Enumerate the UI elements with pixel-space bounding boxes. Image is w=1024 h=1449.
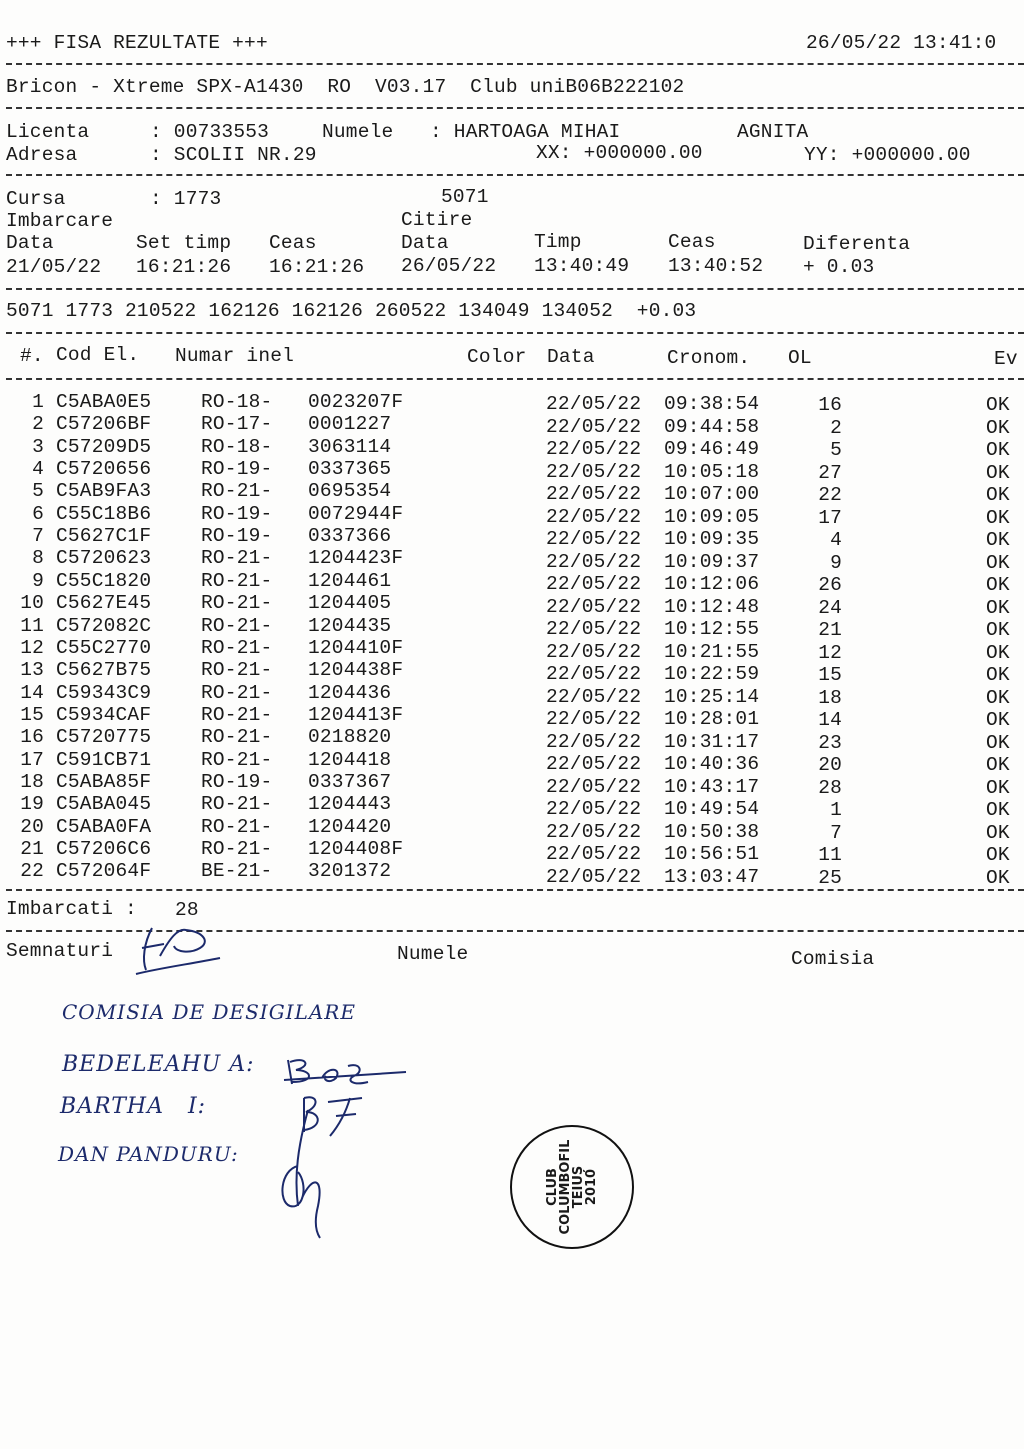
- row-time: 10:49:54: [664, 798, 760, 820]
- divider: [6, 174, 1024, 176]
- device-line: Bricon - Xtreme SPX-A1430 RO V03.17 Club uniB06B222102: [6, 76, 685, 98]
- document-title: +++ FISA REZULTATE +++: [6, 32, 268, 54]
- th-data: Data: [547, 346, 595, 368]
- row-ol: 15: [818, 664, 842, 686]
- row-ring-number: 1204405: [308, 592, 392, 615]
- row-ring-prefix: RO-19-: [201, 502, 273, 525]
- row-ol: 11: [818, 844, 842, 866]
- row-ev: OK: [986, 731, 1010, 754]
- row-ol: 22: [818, 484, 842, 506]
- th-ev: Ev: [994, 348, 1018, 370]
- row-number: 17: [20, 748, 44, 771]
- val-diferenta: + 0.03: [803, 256, 875, 278]
- row-ol: 14: [818, 709, 842, 731]
- row-date: 22/05/22: [546, 708, 642, 730]
- cursa-code: 5071: [441, 186, 489, 208]
- club-stamp: [510, 1125, 634, 1249]
- print-datetime: 26/05/22 13:41:0: [806, 32, 997, 54]
- row-ring-prefix: RO-21-: [201, 614, 273, 637]
- row-number: 2: [32, 413, 44, 436]
- member-3-signature: [268, 1106, 338, 1242]
- row-ol: 20: [818, 754, 842, 776]
- row-ring-prefix: RO-21-: [201, 547, 273, 570]
- row-number: 20: [20, 815, 44, 838]
- row-number: 8: [32, 547, 44, 570]
- val-timp: 13:40:49: [534, 255, 630, 277]
- row-code: C55C1820: [56, 569, 152, 592]
- row-date: 22/05/22: [546, 730, 642, 753]
- row-ring-prefix: RO-21-: [201, 636, 273, 659]
- row-time: 10:28:01: [664, 708, 760, 730]
- col-diferenta: Diferenta: [803, 233, 911, 255]
- row-number: 9: [32, 569, 44, 592]
- row-date: 22/05/22: [546, 550, 642, 573]
- row-time: 10:40:36: [664, 753, 760, 775]
- divider: [6, 889, 1024, 891]
- row-ring-number: 1204413F: [308, 703, 404, 726]
- row-ol: 17: [818, 506, 842, 529]
- divider: [6, 378, 1024, 380]
- row-ev: OK: [986, 506, 1010, 529]
- row-time: 10:09:37: [664, 550, 760, 573]
- row-time: 09:46:49: [664, 438, 760, 460]
- row-ring-number: 0337365: [308, 458, 392, 481]
- row-ol: 9: [830, 551, 842, 574]
- numele-value: : HARTOAGA MIHAI: [430, 121, 621, 143]
- row-ev: OK: [986, 439, 1010, 461]
- row-date: 22/05/22: [546, 393, 642, 415]
- th-cod: Cod El.: [56, 344, 140, 366]
- row-ol: 5: [830, 439, 842, 461]
- stamp-line-3: TEIUȘ: [571, 1165, 586, 1209]
- row-ring-prefix: RO-18-: [201, 391, 273, 413]
- row-ev: OK: [986, 709, 1010, 731]
- row-ring-number: 1204461: [308, 569, 392, 592]
- stamp-line-4: 2010: [584, 1168, 599, 1206]
- divider: [6, 63, 1024, 65]
- col-ceas2: Ceas: [668, 231, 716, 253]
- row-ol: 21: [818, 619, 842, 641]
- row-ring-number: 1204438F: [308, 659, 404, 682]
- numele-label: Numele: [322, 121, 394, 143]
- row-code: C572064F: [56, 860, 152, 883]
- numele-sign-label: Numele: [397, 943, 469, 965]
- row-code: C5AB9FA3: [56, 480, 152, 503]
- row-ev: OK: [986, 416, 1010, 439]
- row-ring-number: 0218820: [308, 726, 392, 749]
- th-ol: OL: [788, 347, 812, 369]
- row-code: C5720623: [56, 547, 152, 570]
- row-ring-prefix: RO-21-: [201, 793, 273, 816]
- row-number: 16: [20, 726, 44, 749]
- row-code: C57206BF: [56, 413, 152, 436]
- row-date: 22/05/22: [546, 775, 642, 798]
- val-data2: 26/05/22: [401, 255, 497, 277]
- row-ol: 27: [818, 461, 842, 484]
- xx-coord: XX: +000000.00: [536, 142, 703, 164]
- fancier-signature: [130, 918, 230, 980]
- row-code: C572082C: [56, 614, 152, 637]
- row-code: C57209D5: [56, 435, 152, 458]
- row-code: C55C18B6: [56, 502, 152, 525]
- row-time: 10:05:18: [664, 460, 760, 483]
- imbarcati-value: 28: [175, 899, 199, 921]
- cursa-value: : 1773: [150, 188, 222, 210]
- divider: [6, 107, 1024, 109]
- row-ol: 1: [830, 799, 842, 821]
- val-data1: 21/05/22: [6, 256, 102, 278]
- imbarcare-label: Imbarcare: [6, 210, 114, 232]
- divider: [6, 332, 1024, 334]
- row-ol: 25: [818, 866, 842, 889]
- divider: [6, 288, 1024, 290]
- row-ev: OK: [986, 686, 1010, 709]
- col-timp: Timp: [534, 231, 582, 253]
- row-number: 5: [32, 480, 44, 503]
- row-time: 09:38:54: [664, 393, 760, 415]
- row-ol: 28: [818, 776, 842, 799]
- row-time: 10:25:14: [664, 685, 760, 708]
- row-ring-number: 0695354: [308, 480, 392, 503]
- row-time: 10:12:55: [664, 618, 760, 640]
- row-time: 13:03:47: [664, 865, 760, 888]
- row-number: 18: [20, 770, 44, 793]
- row-ol: 12: [818, 641, 842, 664]
- row-ev: OK: [986, 754, 1010, 776]
- commission-member-1: BEDELEAHU A:: [62, 1052, 255, 1077]
- row-ring-number: 0001227: [308, 413, 392, 436]
- row-ring-prefix: RO-19-: [201, 770, 273, 793]
- row-code: C5720656: [56, 458, 152, 481]
- row-ring-number: 0337366: [308, 525, 392, 548]
- comisia-label: Comisia: [791, 948, 875, 970]
- row-ring-number: 1204436: [308, 681, 392, 704]
- licenta-value: : 00733553: [150, 121, 270, 143]
- row-ev: OK: [986, 776, 1010, 799]
- row-ring-number: 1204435: [308, 614, 392, 637]
- row-number: 1: [32, 391, 44, 413]
- row-ring-prefix: RO-18-: [201, 435, 273, 458]
- row-date: 22/05/22: [546, 843, 642, 865]
- row-number: 11: [20, 614, 44, 637]
- row-ring-prefix: RO-21-: [201, 726, 273, 749]
- row-time: 10:07:00: [664, 483, 760, 505]
- row-ring-number: 0023207F: [308, 391, 404, 413]
- row-number: 12: [20, 636, 44, 659]
- stamp-line-2: COLUMBOFIL: [558, 1139, 573, 1235]
- row-code: C55C2770: [56, 636, 152, 659]
- commission-title: COMISIA DE DESIGILARE: [62, 1000, 356, 1024]
- citire-label: Citire: [401, 209, 473, 231]
- row-ring-prefix: RO-21-: [201, 703, 273, 726]
- row-ring-prefix: RO-21-: [201, 592, 273, 615]
- row-ev: OK: [986, 866, 1010, 889]
- row-date: 22/05/22: [546, 573, 642, 595]
- row-ring-prefix: RO-21-: [201, 681, 273, 704]
- row-code: C5934CAF: [56, 703, 152, 726]
- row-ring-prefix: BE-21-: [201, 860, 273, 883]
- row-ring-prefix: RO-17-: [201, 413, 273, 436]
- row-code: C591CB71: [56, 748, 152, 771]
- semnaturi-label: Semnaturi: [6, 940, 114, 962]
- row-number: 6: [32, 502, 44, 525]
- cursa-label: Cursa: [6, 188, 66, 210]
- row-number: 13: [20, 659, 44, 682]
- row-ring-number: 3063114: [308, 435, 392, 458]
- row-ev: OK: [986, 641, 1010, 664]
- row-date: 22/05/22: [546, 618, 642, 640]
- row-ring-prefix: RO-21-: [201, 480, 273, 503]
- col-settimp: Set timp: [136, 232, 232, 254]
- row-time: 10:56:51: [664, 843, 760, 865]
- row-date: 22/05/22: [546, 460, 642, 483]
- row-date: 22/05/22: [546, 685, 642, 708]
- adresa-value: : SCOLII NR.29: [150, 144, 317, 166]
- row-ev: OK: [986, 461, 1010, 484]
- row-ring-prefix: RO-21-: [201, 838, 273, 860]
- row-date: 22/05/22: [546, 865, 642, 888]
- row-code: C5627B75: [56, 659, 152, 682]
- adresa-label: Adresa: [6, 144, 78, 166]
- th-inel: Numar inel: [175, 345, 295, 367]
- row-ring-prefix: RO-21-: [201, 748, 273, 771]
- row-ol: 16: [818, 394, 842, 416]
- row-code: C57206C6: [56, 838, 152, 860]
- th-color: Color: [467, 346, 527, 368]
- row-time: 10:50:38: [664, 820, 760, 843]
- row-ol: 24: [818, 596, 842, 619]
- row-ring-prefix: RO-21-: [201, 659, 273, 682]
- row-number: 21: [20, 838, 44, 860]
- row-number: 19: [20, 793, 44, 816]
- row-ring-number: 1204418: [308, 748, 392, 771]
- imbarcati-label: Imbarcati :: [6, 898, 137, 920]
- row-date: 22/05/22: [546, 798, 642, 820]
- col-data1: Data: [6, 232, 54, 254]
- row-ol: 26: [818, 574, 842, 596]
- row-ring-prefix: RO-19-: [201, 525, 273, 548]
- col-ceas1: Ceas: [269, 232, 317, 254]
- col-data2: Data: [401, 232, 449, 254]
- row-code: C5ABA85F: [56, 770, 152, 793]
- row-time: 10:12:06: [664, 573, 760, 595]
- row-ol: 7: [830, 821, 842, 844]
- row-time: 10:12:48: [664, 595, 760, 618]
- licenta-label: Licenta: [6, 121, 90, 143]
- commission-member-3: DAN PANDURU:: [58, 1142, 239, 1166]
- row-ring-number: 1204420: [308, 815, 392, 838]
- val-ceas2: 13:40:52: [668, 255, 764, 277]
- row-date: 22/05/22: [546, 505, 642, 528]
- th-nr: #.: [20, 345, 44, 367]
- val-settimp: 16:21:26: [136, 256, 232, 278]
- row-ev: OK: [986, 484, 1010, 506]
- row-ev: OK: [986, 664, 1010, 686]
- row-number: 4: [32, 458, 44, 481]
- row-ring-prefix: RO-21-: [201, 815, 273, 838]
- row-time: 10:43:17: [664, 775, 760, 798]
- row-code: C5ABA045: [56, 793, 152, 816]
- row-ev: OK: [986, 799, 1010, 821]
- row-date: 22/05/22: [546, 415, 642, 438]
- row-ring-number: 1204410F: [308, 636, 404, 659]
- row-ol: 23: [818, 731, 842, 754]
- row-number: 22: [20, 860, 44, 883]
- row-time: 10:09:05: [664, 505, 760, 528]
- member-1-signature: [282, 1050, 412, 1090]
- commission-member-2: BARTHA I:: [60, 1094, 207, 1119]
- row-number: 7: [32, 525, 44, 548]
- row-ol: 4: [830, 529, 842, 551]
- row-ring-prefix: RO-19-: [201, 458, 273, 481]
- row-ev: OK: [986, 844, 1010, 866]
- row-ev: OK: [986, 596, 1010, 619]
- row-code: C5627E45: [56, 592, 152, 615]
- row-date: 22/05/22: [546, 663, 642, 685]
- row-time: 10:09:35: [664, 528, 760, 550]
- row-date: 22/05/22: [546, 483, 642, 505]
- row-time: 10:31:17: [664, 730, 760, 753]
- row-date: 22/05/22: [546, 595, 642, 618]
- row-time: 10:21:55: [664, 640, 760, 663]
- row-code: C59343C9: [56, 681, 152, 704]
- row-code: C5627C1F: [56, 525, 152, 548]
- row-ol: 18: [818, 686, 842, 709]
- row-date: 22/05/22: [546, 820, 642, 843]
- row-ev: OK: [986, 619, 1010, 641]
- row-date: 22/05/22: [546, 438, 642, 460]
- row-ring-number: 3201372: [308, 860, 392, 883]
- row-date: 22/05/22: [546, 753, 642, 775]
- th-cronom: Cronom.: [667, 347, 751, 369]
- row-code: C5720775: [56, 726, 152, 749]
- row-ev: OK: [986, 394, 1010, 416]
- row-code: C5ABA0FA: [56, 815, 152, 838]
- row-time: 09:44:58: [664, 415, 760, 438]
- row-ring-prefix: RO-21-: [201, 569, 273, 592]
- locality: AGNITA: [737, 121, 809, 143]
- row-time: 10:22:59: [664, 663, 760, 685]
- row-number: 14: [20, 681, 44, 704]
- yy-coord: YY: +000000.00: [804, 144, 971, 166]
- row-ring-number: 1204423F: [308, 547, 404, 570]
- val-ceas1: 16:21:26: [269, 256, 365, 278]
- row-date: 22/05/22: [546, 640, 642, 663]
- row-ev: OK: [986, 821, 1010, 844]
- row-ring-number: 0072944F: [308, 502, 404, 525]
- row-number: 10: [20, 592, 44, 615]
- stamp-line-1: CLUB: [545, 1168, 560, 1206]
- row-code: C5ABA0E5: [56, 391, 152, 413]
- row-ev: OK: [986, 529, 1010, 551]
- summary-line: 5071 1773 210522 162126 162126 260522 134049 134052 +0.03: [6, 300, 697, 322]
- row-ring-number: 0337367: [308, 770, 392, 793]
- row-ring-number: 1204443: [308, 793, 392, 816]
- row-number: 15: [20, 703, 44, 726]
- row-ev: OK: [986, 551, 1010, 574]
- row-date: 22/05/22: [546, 528, 642, 550]
- row-ev: OK: [986, 574, 1010, 596]
- row-ol: 2: [830, 416, 842, 439]
- row-ring-number: 1204408F: [308, 838, 404, 860]
- row-number: 3: [32, 435, 44, 458]
